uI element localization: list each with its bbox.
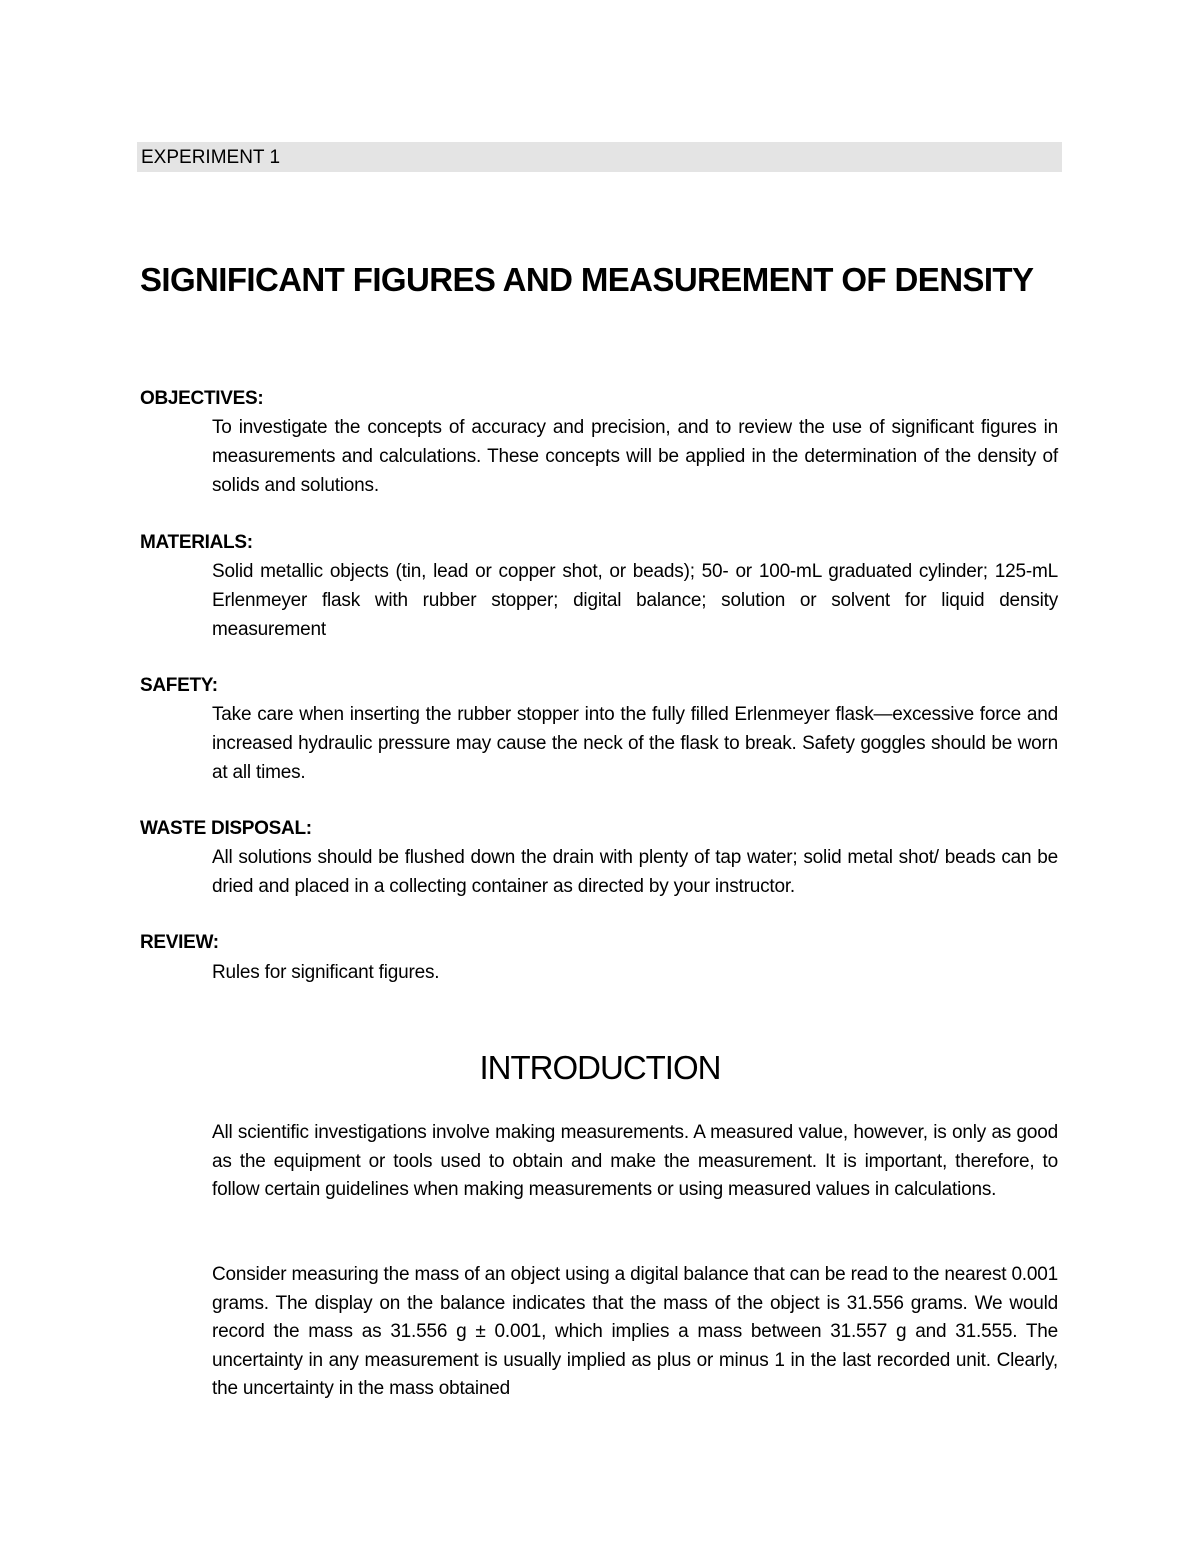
safety-text: Take care when inserting the rubber stopper into the fully filled Erlenmeyer flask—excessive force and increased hydraulic pressure may cause the neck of the flask to break. Safety goggles should be worn at all times. — [212, 704, 1058, 783]
review-heading: REVIEW: — [140, 932, 219, 953]
introduction-heading: INTRODUCTION — [479, 1049, 721, 1086]
waste-disposal-text: All solutions should be flushed down the drain with plenty of tap water; solid metal shot/ beads can be dried and placed in a collecting container as directed by your instructor. — [212, 847, 1058, 897]
experiment-label: EXPERIMENT 1 — [141, 147, 281, 168]
review-text: Rules for significant figures. — [212, 962, 440, 983]
objectives-heading: OBJECTIVES: — [140, 388, 264, 409]
introduction-paragraph-2: Consider measuring the mass of an object using a digital balance that can be read to the nearest 0.001 grams. The display on the balance indicates that the mass of the object is 31.556 grams. We would record the mass as 31.556 g ± 0.001, which implies a mass between 31.557 g and 31.555. The uncertainty in any measurement is usually implied as plus or minus 1 in the last recorded unit. Clearly, the uncertainty in the mass obtained — [212, 1264, 1058, 1399]
safety-heading: SAFETY: — [140, 675, 218, 696]
materials-text: Solid metallic objects (tin, lead or copper shot, or beads); 50- or 100-mL graduated cylinder; 125-mL Erlenmeyer flask with rubber stopper; digital balance; solution or solvent for liquid density measurement — [212, 561, 1058, 640]
document-title: SIGNIFICANT FIGURES AND MEASUREMENT OF DENSITY — [140, 261, 1034, 298]
experiment-label-bar — [137, 142, 1062, 172]
objectives-text: To investigate the concepts of accuracy and precision, and to review the use of significant figures in measurements and calculations. These concepts will be applied in the determination of the density of solids and solutions. — [212, 417, 1058, 496]
waste-disposal-heading: WASTE DISPOSAL: — [140, 818, 312, 839]
materials-heading: MATERIALS: — [140, 532, 253, 553]
introduction-paragraph-1: All scientific investigations involve making measurements. A measured value, however, is only as good as the equipment or tools used to obtain and make the measurement. It is important, therefore, to follow certain guidelines when making measurements or using measured values in calculations. — [212, 1122, 1058, 1200]
